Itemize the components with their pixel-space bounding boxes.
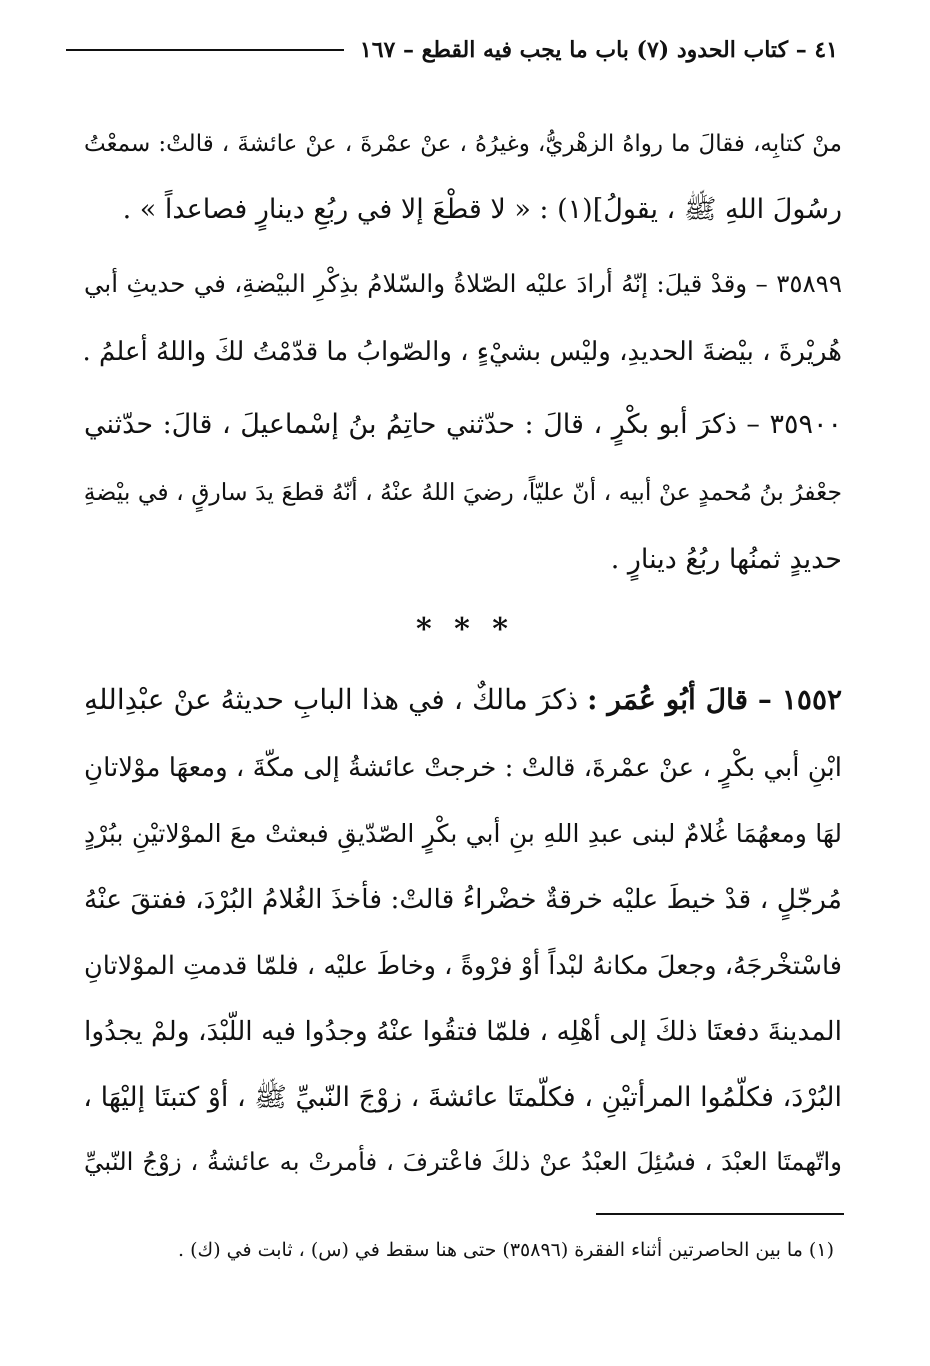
p3-line-2: جعْفرُ بنُ مُحمدٍ عنْ أبيه ، أنّ عليّاً، رضيَ اللهُ عنْهُ ، أنّهُ قطعَ يدَ سارقٍ ، في بيْضةِ [83,478,842,506]
section-number-heading: ١٥٥٢ – قالَ أبُو عُمَر : [587,683,843,716]
header-rule [66,49,344,51]
running-head-title: ٤١ – كتاب الحدود (٧) باب ما يجب فيه القطع – ١٦٧ [359,37,838,63]
p4-line-4: مُرجّلٍ ، قدْ خيطَ عليْه خرقةٌ خضْراءُ قالتْ: فأخذَ الغُلامُ البُرْدَ، ففتقَ عنْهُ [84,884,842,915]
p4-line-6: المدينةَ دفعتَا ذلكَ إلى أهْلِه ، فلمّا فتقُوا عنْهُ وجدُوا فيه اللّبْدَ، ولمْ يجدُوا [84,1016,842,1047]
p3-line-1: ٣٥٩٠٠ – ذكرَ أبو بكْرٍ ، قالَ : حدّثني حاتِمُ بنُ إسْماعيلَ ، قالَ: حدّثني [84,409,842,440]
p4-line-3: لهَا ومعهُمَا غُلامٌ لبنى عبدِ اللهِ بنِ أبي بكْرٍ الصّدّيقِ فبعثتْ معَ الموْلاتيْنِ ببُرْدٍ [84,819,842,848]
p1-line-2: رسُولَ اللهِ ﷺ ، يقولُ](١) : « لا قطْعَ إلا في ربُعِ دينارٍ فصاعداً » . [122,194,842,225]
p4-line-1 [84,678,842,722]
p4-line-1-rest: ذكرَ مالكٌ ، في هذا البابِ حديثهُ عنْ عبْدِاللهِ [84,683,588,716]
p2-line-1: ٣٥٨٩٩ – وقدْ قيلَ: إنّهُ أرادَ عليْه الصّلاةُ والسّلامُ بذِكْرِ البيْضةِ، في حديثِ أبي [84,269,842,298]
p4-line-5: فاسْتخْرجَهُ، وجعلَ مكانهُ لبْداً أوْ فرْوةً ، وخاطَ عليْه ، فلمّا قدمتِ الموْلاتانِ [84,951,842,981]
p4-line-2: ابْنِ أبي بكْرٍ ، عنْ عمْرةَ، قالتْ : خرجتْ عائشةُ إلى مكّةَ ، ومعهَا موْلاتانِ [84,753,842,783]
p1-line-1: منْ كتابِه، فقالَ ما رواهُ الزهْريُّ، وغيرُهُ ، عنْ عمْرةَ ، عنْ عائشةَ ، قالتْ: سمعْتُ [84,131,842,157]
footnote: (١) ما بين الحاصرتين أثناء الفقرة (٣٥٨٩٦) حتى هنا سقط في (س) ، ثابت في (ك) . [178,1239,834,1261]
section-separator: * * * [416,612,514,647]
running-head [66,30,838,70]
footnote-rule [596,1213,844,1215]
p4-line-8: واتّهمتَا العبْدَ ، فسُئِلَ العبْدُ عنْ ذلكَ فاعْترفَ ، فأمرتْ به عائشةُ ، زوْجُ النّبيِّ [84,1147,842,1176]
p3-line-3: حديدٍ ثمنُها ربُعُ دينارٍ . [610,544,842,575]
p2-line-2: هُريْرةَ ، بيْضةَ الحديدِ، وليْس بشيْءٍ ، والصّوابُ ما قدّمْتُ لكَ واللهُ أعلمُ . [82,337,842,367]
p4-line-7: البُرْدَ، فكلّمُوا المرأتيْنِ ، فكلّمتَا عائشةَ ، زوْجَ النّبيِّ ﷺ ، أوْ كتبتَا إليْهَا ، [83,1082,842,1113]
